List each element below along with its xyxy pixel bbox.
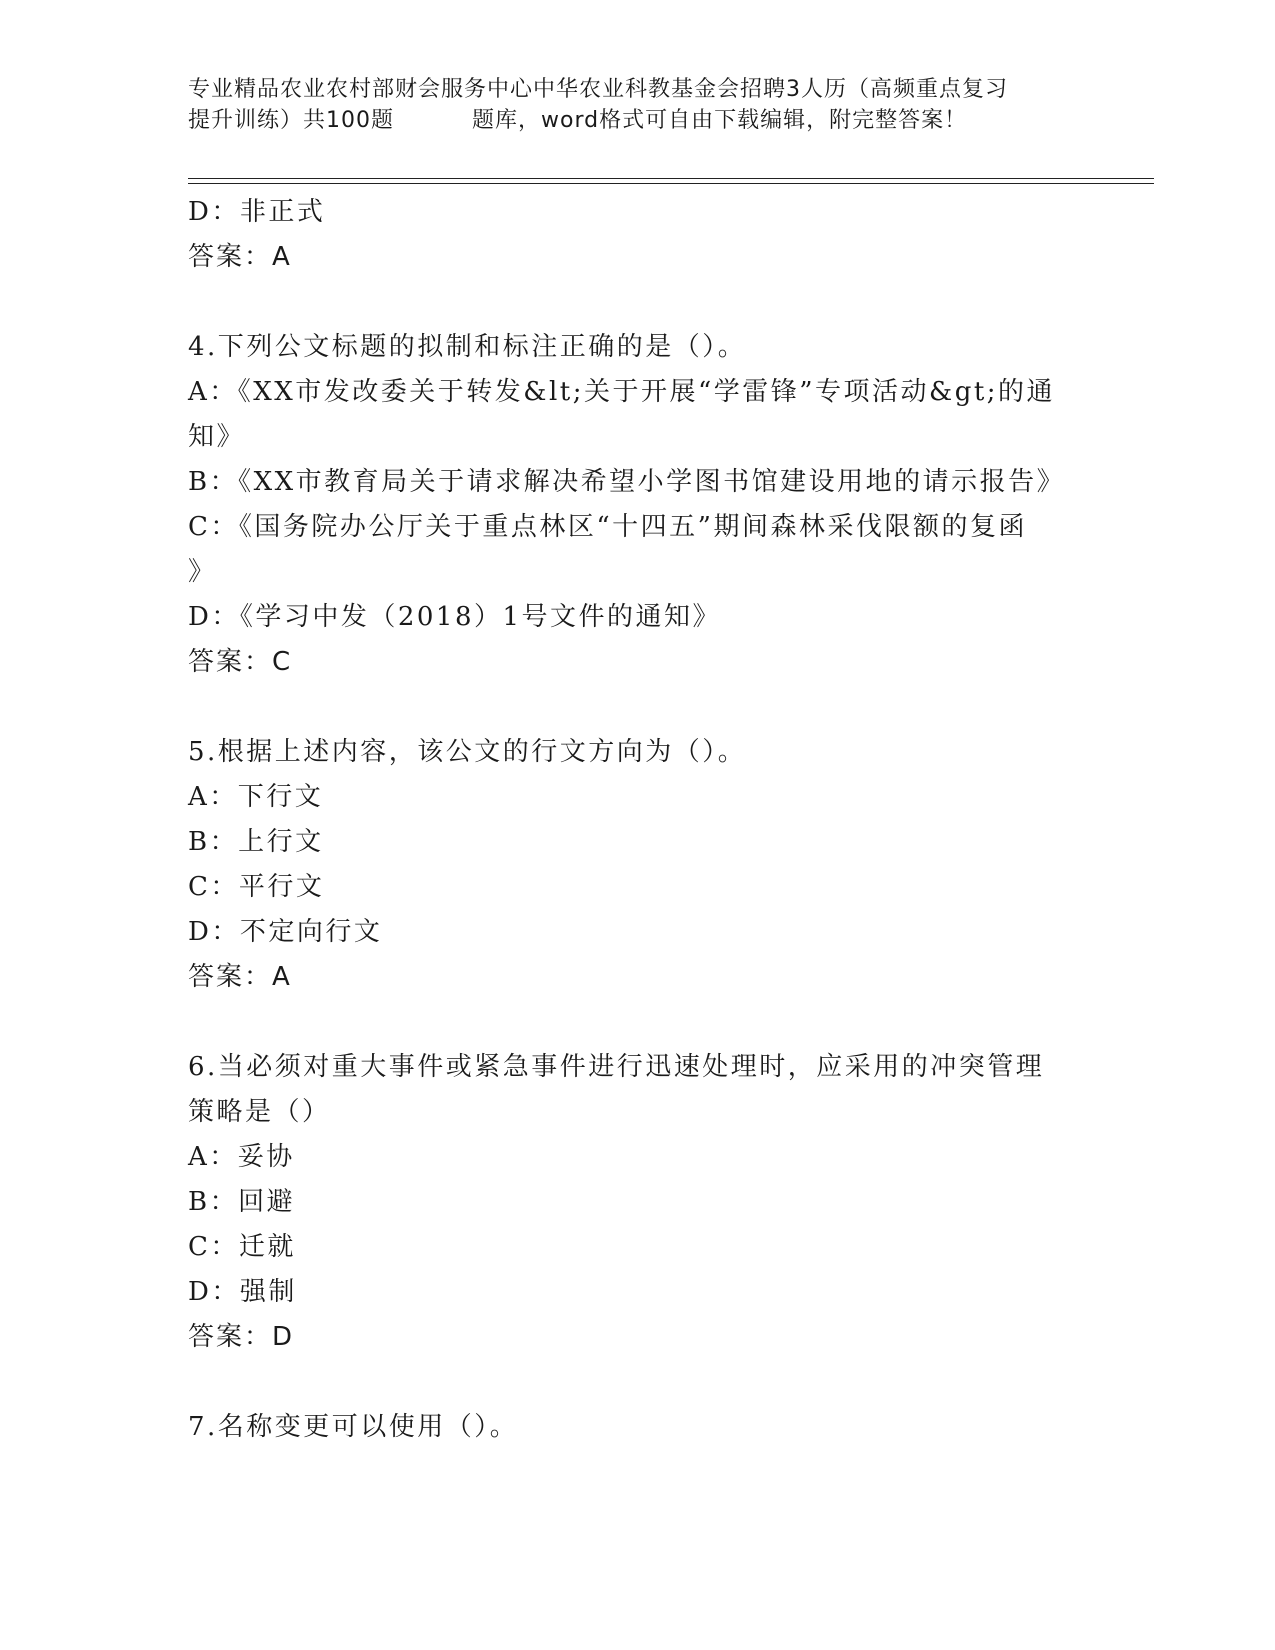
question-5 [188, 730, 1088, 1000]
question-3-tail [188, 190, 1088, 280]
header-title-part-a: 提升训练）共100题 [188, 108, 394, 133]
question-4 [188, 325, 1088, 685]
header-title-line-1: 专业精品农业农村部财会服务中心中华农业科教基金会招聘3人历（高频重点复习 [188, 77, 1008, 102]
question-text-line-2: 策略是（） [188, 1097, 331, 1127]
option-d: D：强制 [188, 1277, 297, 1307]
option-d: D：《学习中发（2018）1号文件的通知》 [188, 602, 722, 632]
option-b: B：回避 [188, 1187, 296, 1217]
header-rule-top [188, 178, 1154, 179]
option-b: B：《XX市教育局关于请求解决希望小学图书馆建设用地的请示报告》 [188, 467, 1066, 497]
question-7 [188, 1405, 1088, 1450]
option-c: C：平行文 [188, 872, 325, 902]
header-title-line-2 [188, 105, 1088, 136]
question-text: 4.下列公文标题的拟制和标注正确的是（）。 [188, 332, 747, 362]
question-text-line-1: 6.当必须对重大事件或紧急事件进行迅速处理时，应采用的冲突管理 [188, 1052, 1045, 1082]
question-6 [188, 1045, 1088, 1360]
answer: 答案：D [188, 1322, 295, 1352]
header-rule-bottom [188, 183, 1154, 184]
option-c: C：迁就 [188, 1232, 296, 1262]
option-a-line-1: A：《XX市发改委关于转发&lt;关于开展“学雷锋”专项活动&gt;的通 [188, 377, 1056, 407]
option-a: A：妥协 [188, 1142, 295, 1172]
answer: 答案：C [188, 647, 293, 677]
question-text: 5.根据上述内容，该公文的行文方向为（）。 [188, 737, 747, 767]
option-a: A：下行文 [188, 782, 324, 812]
answer: 答案：A [188, 962, 292, 992]
document-body [188, 190, 1088, 1450]
option-a-line-2: 知》 [188, 422, 246, 452]
header-title-part-b: 题库，word格式可自由下载编辑，附完整答案！ [472, 108, 968, 133]
option-c-line-1: C：《国务院办公厅关于重点林区“十四五”期间森林采伐限额的复函 [188, 512, 1027, 542]
question-text: 7.名称变更可以使用（）。 [188, 1412, 519, 1442]
option-d: D：不定向行文 [188, 917, 383, 947]
option-c-line-2: 》 [188, 557, 217, 587]
answer: 答案：A [188, 242, 292, 272]
document-header [188, 74, 1088, 136]
option-b: B：上行文 [188, 827, 324, 857]
option-d: D：非正式 [188, 197, 326, 227]
